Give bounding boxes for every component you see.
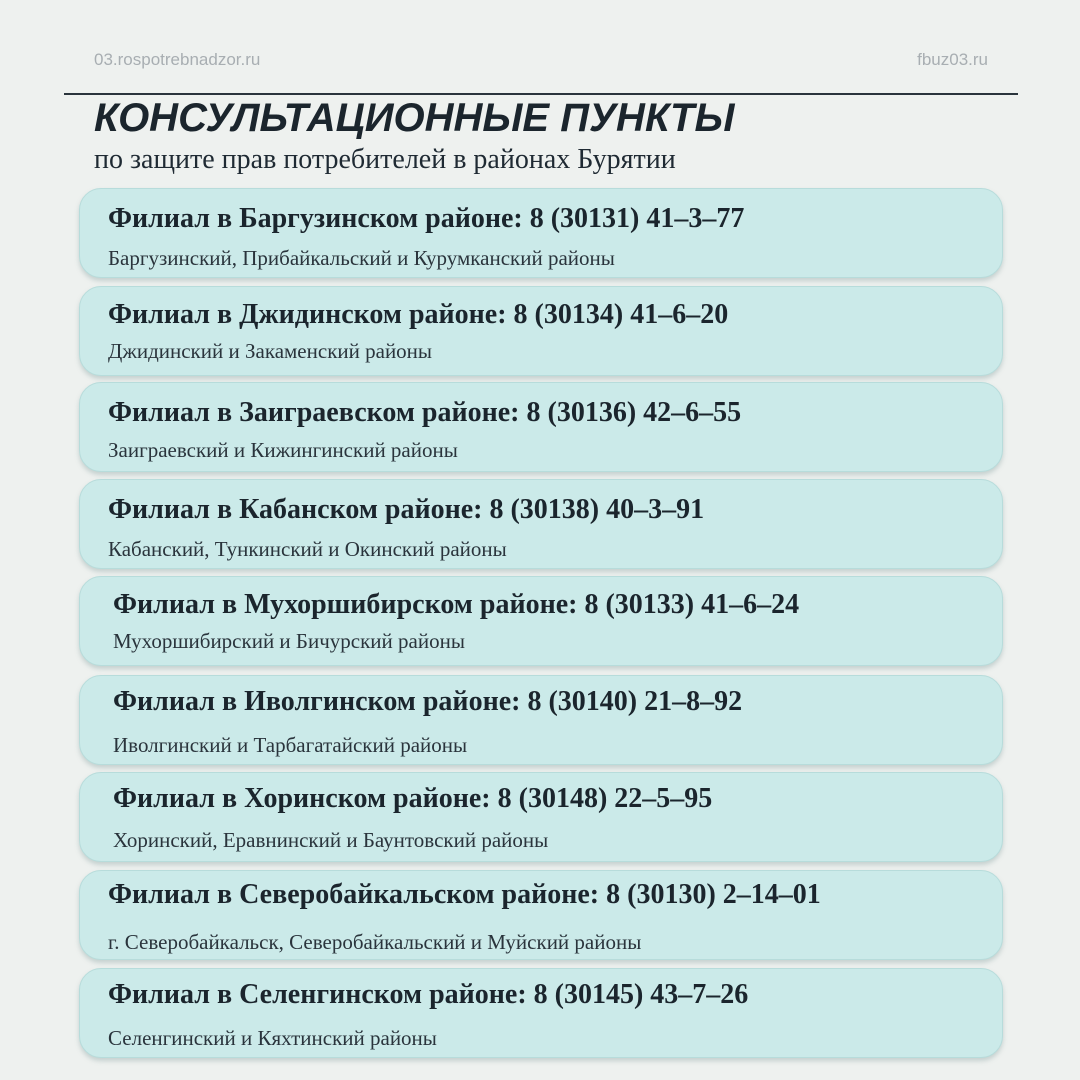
branch-title: Филиал в Мухоршибирском районе: 8 (30133) 41–6–24 [113, 589, 800, 620]
branch-districts: Джидинский и Закаменский районы [108, 339, 433, 363]
branch-title: Филиал в Заиграевском районе: 8 (30136) 42–6–55 [108, 397, 742, 428]
site-url-left: 03.rospotrebnadzor.ru [94, 50, 261, 69]
branch-title: Филиал в Баргузинском районе: 8 (30131) 41–3–77 [108, 203, 745, 234]
branch-districts: Хоринский, Еравнинский и Баунтовский районы [113, 828, 549, 852]
branch-card [79, 286, 1003, 376]
branch-districts: Баргузинский, Прибайкальский и Курумканский районы [108, 246, 615, 270]
branch-card [79, 382, 1003, 472]
branch-districts: Заиграевский и Кижингинский районы [108, 438, 458, 462]
header-divider [64, 93, 1018, 95]
branch-title: Филиал в Северобайкальском районе: 8 (30130) 2–14–01 [108, 879, 821, 910]
page-title: КОНСУЛЬТАЦИОННЫЕ ПУНКТЫ [94, 96, 735, 140]
page-subtitle: по защите прав потребителей в районах Бурятии [94, 144, 676, 175]
branch-title: Филиал в Джидинском районе: 8 (30134) 41–6–20 [108, 299, 729, 330]
branch-card [79, 576, 1003, 666]
branch-card [79, 968, 1003, 1058]
branch-districts: Мухоршибирский и Бичурский районы [113, 629, 465, 653]
branch-districts: Селенгинский и Кяхтинский районы [108, 1026, 437, 1050]
branch-title: Филиал в Селенгинском районе: 8 (30145) 43–7–26 [108, 979, 749, 1010]
branch-districts: Иволгинский и Тарбагатайский районы [113, 733, 468, 757]
branch-districts: Кабанский, Тункинский и Окинский районы [108, 537, 507, 561]
branch-districts: г. Северобайкальск, Северобайкальский и Муйский районы [108, 930, 642, 954]
branch-card [79, 675, 1003, 765]
branch-card [79, 188, 1003, 278]
branch-title: Филиал в Хоринском районе: 8 (30148) 22–5–95 [113, 783, 713, 814]
branch-title: Филиал в Кабанском районе: 8 (30138) 40–3–91 [108, 494, 705, 525]
branch-card [79, 870, 1003, 960]
branch-title: Филиал в Иволгинском районе: 8 (30140) 21–8–92 [113, 686, 743, 717]
site-url-right: fbuz03.ru [917, 50, 988, 69]
branch-card [79, 479, 1003, 569]
branch-card [79, 772, 1003, 862]
